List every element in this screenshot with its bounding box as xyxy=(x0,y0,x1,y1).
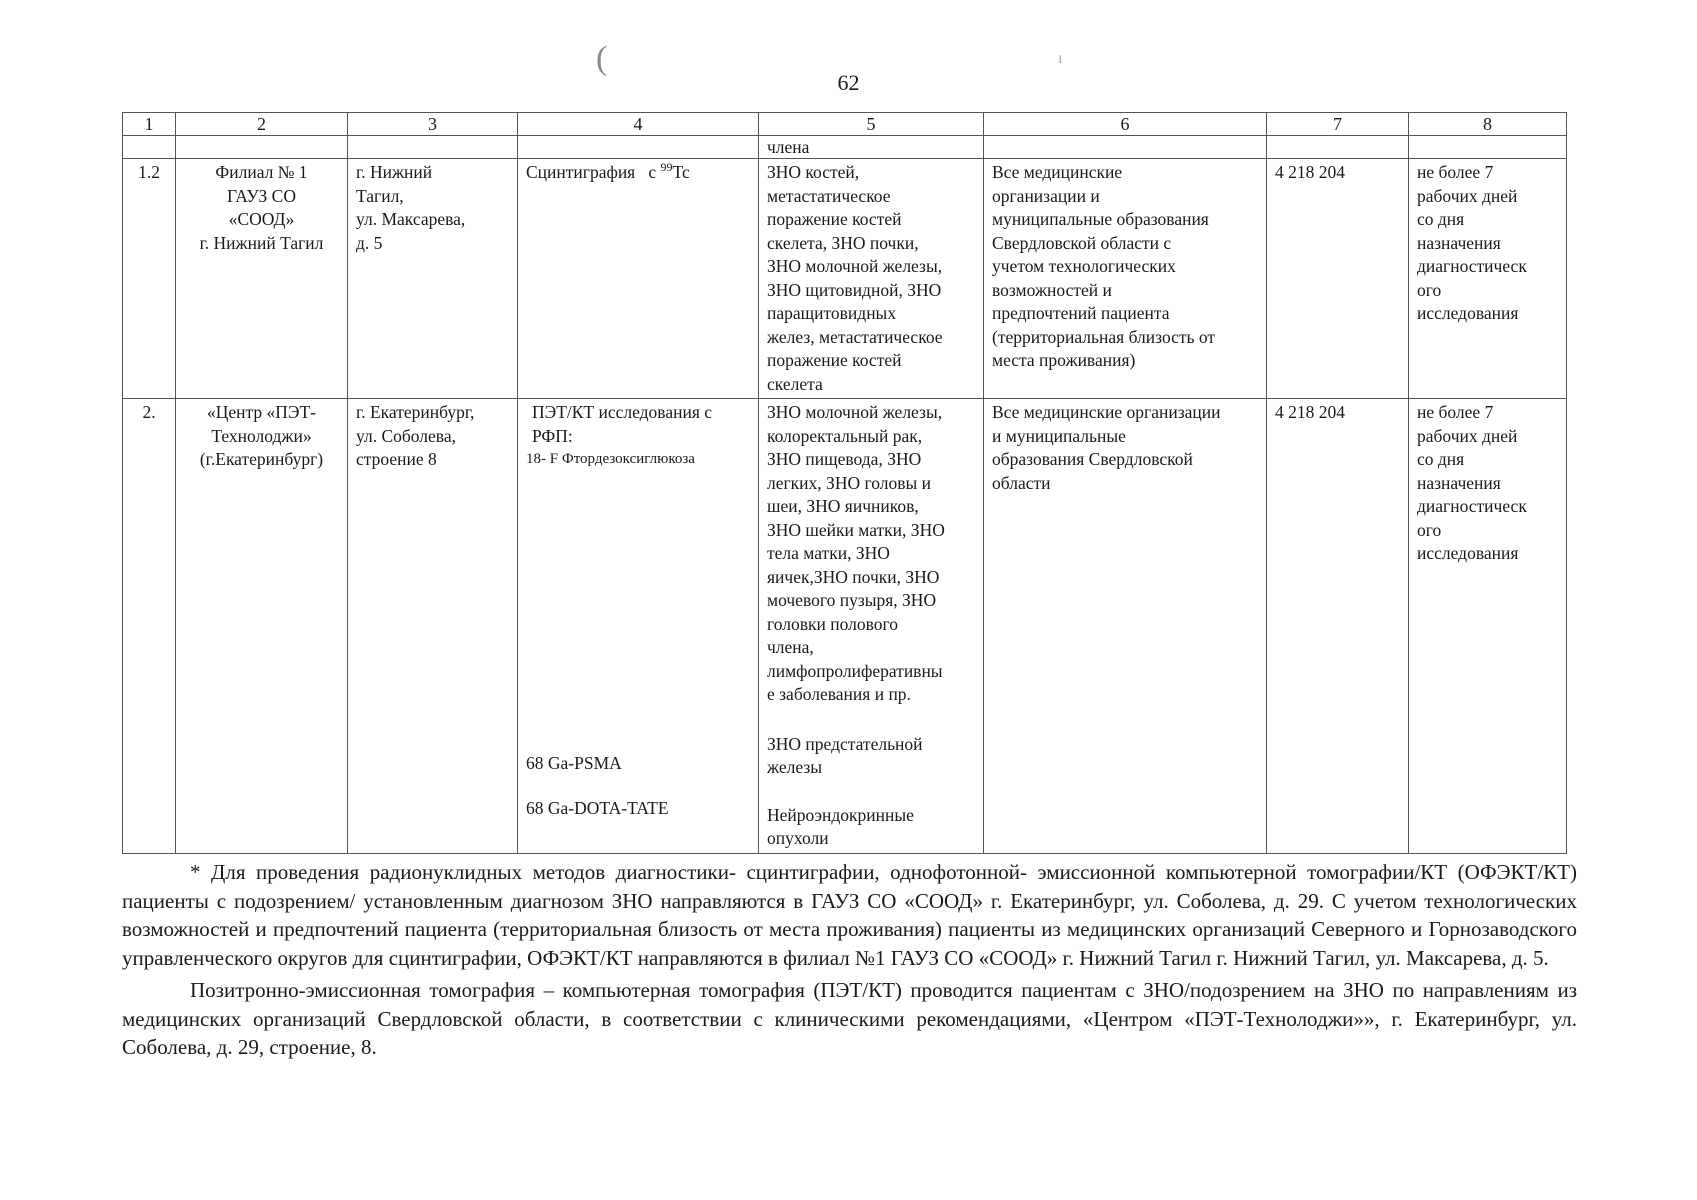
footnote-block xyxy=(122,858,1577,1066)
footnote-radionuclide: * Для проведения радионуклидных методов диагностики- сцинтиграфии, однофотонной- эмиссионной компьютерной томографии/КТ (ОФЭКТ/КТ) пациенты с подозрением/ установленным диагнозом ЗНО направляются в ГАУЗ СО «СООД» г. Екатеринбург, ул. Соболева, д. 29. С учетом технологических возможностей и предпочтений пациента (территориальная близость от места проживания) пациенты из медицинских организаций Северного и Горнозаводского управленческого округов для сцинтиграфии, ОФЭКТ/КТ направляются в филиал №1 ГАУЗ СО «СООД» г. Нижний Тагил г. Нижний Тагил, ул. Максарева, д. 5. xyxy=(122,860,1577,970)
row-number: 2. xyxy=(123,399,176,854)
continuation-text: члена xyxy=(759,136,984,159)
col-header-2: 2 xyxy=(176,113,348,136)
col-header-4: 4 xyxy=(518,113,759,136)
method-label: Сцинтиграфия с xyxy=(526,162,661,182)
deadline: не более 7 рабочих дней со дня назначения диагностическ ого исследования xyxy=(1409,159,1567,399)
services-table xyxy=(122,112,1567,854)
rfp-fdg: 18- F Фтордезоксиглюкоза xyxy=(526,451,695,467)
organization: Филиал № 1 ГАУЗ СО «СООД» г. Нижний Тагил xyxy=(176,159,348,399)
scan-artifact-tick: ı xyxy=(1058,50,1063,67)
diagnosis: ЗНО костей, метастатическое поражение костей скелета, ЗНО почки, ЗНО молочной железы, ЗНО щитовидной, ЗНО паращитовидных желез, метастатическое поражение костей скелета xyxy=(759,159,984,399)
table-row xyxy=(123,159,1567,399)
col-header-7: 7 xyxy=(1267,113,1409,136)
table-row xyxy=(123,399,1567,854)
col-header-6: 6 xyxy=(984,113,1267,136)
isotope-mass: 99 xyxy=(660,160,673,175)
referrers: Все медицинские организации и муниципальные образования Свердловской области xyxy=(984,399,1267,854)
col-header-3: 3 xyxy=(348,113,518,136)
page-number: 62 xyxy=(837,70,860,95)
row-number: 1.2 xyxy=(123,159,176,399)
column-number-row xyxy=(123,113,1567,136)
scan-artifact-paren: ( xyxy=(596,40,608,77)
footnote-pet-ct: Позитронно-эмиссионная томография – компьютерная томография (ПЭТ/КТ) проводится пациентам с ЗНО/подозрением на ЗНО по направлениям из медицинских организаций Свердловской области, в соответствии с клиническими рекомендациями, «Центром «ПЭТ-Технолоджи»», г. Екатеринбург, ул. Соболева, д. 29, строение, 8. xyxy=(122,978,1577,1059)
col-header-8: 8 xyxy=(1409,113,1567,136)
diagnosis xyxy=(759,399,984,854)
col-header-1: 1 xyxy=(123,113,176,136)
diagnosis-psma: ЗНО предстательной железы xyxy=(767,733,923,777)
method-title: ПЭТ/КТ исследования с РФП: xyxy=(532,402,713,446)
amount: 4 218 204 xyxy=(1267,399,1409,854)
method xyxy=(518,159,759,399)
deadline: не более 7 рабочих дней со дня назначения диагностическ ого исследования xyxy=(1409,399,1567,854)
method xyxy=(518,399,759,854)
address: г. Екатеринбург, ул. Соболева, строение 8 xyxy=(348,399,518,854)
rfp-psma: 68 Ga-PSMA xyxy=(526,752,622,773)
organization: «Центр «ПЭТ- Технолоджи» (г.Екатеринбург) xyxy=(176,399,348,854)
referrers: Все медицинские организации и муниципальные образования Свердловской области с учетом технологических возможностей и предпочтений пациента (территориальная близость от места проживания) xyxy=(984,159,1267,399)
diagnosis-dotatate: Нейроэндокринные опухоли xyxy=(767,804,914,848)
diagnosis-fdg: ЗНО молочной железы, колоректальный рак, ЗНО пищевода, ЗНО легких, ЗНО головы и шеи, ЗНО яичников, ЗНО шейки матки, ЗНО тела матки, ЗНО яичек,ЗНО почки, ЗНО мочевого пузыря, ЗНО головки полового члена, лимфопролиферативны е заболевания и пр. xyxy=(767,402,945,704)
isotope-symbol: Tc xyxy=(672,162,690,182)
address: г. Нижний Тагил, ул. Максарева, д. 5 xyxy=(348,159,518,399)
amount: 4 218 204 xyxy=(1267,159,1409,399)
continuation-row xyxy=(123,136,1567,159)
rfp-dotatate: 68 Ga-DOTA-TATE xyxy=(526,798,669,818)
col-header-5: 5 xyxy=(759,113,984,136)
